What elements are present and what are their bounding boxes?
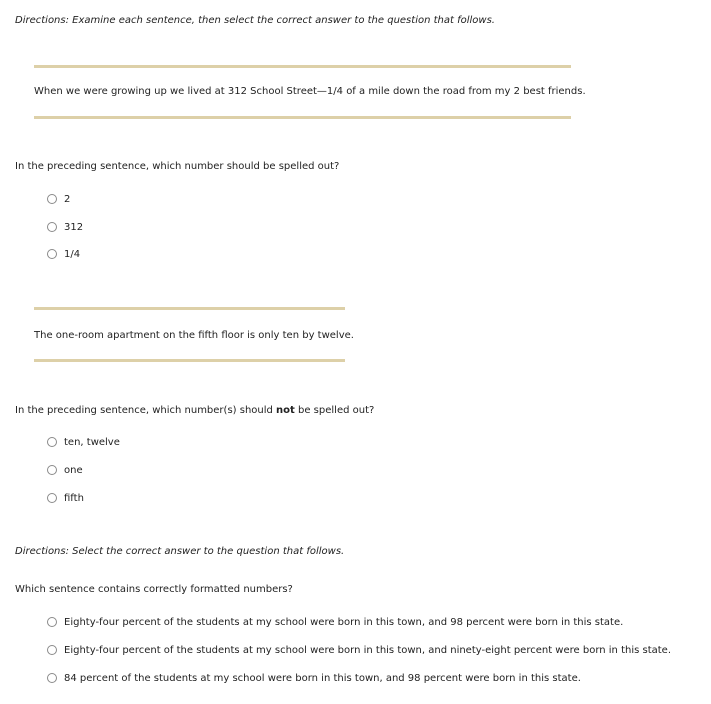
option-label[interactable]: one <box>64 465 83 476</box>
passage-2-sentence: The one-room apartment on the fifth floor is only ten by twelve. <box>34 330 354 341</box>
question-1-text: In the preceding sentence, which number should be spelled out? <box>15 161 340 172</box>
passage-1-top-rule <box>34 65 571 68</box>
option-label[interactable]: 2 <box>64 194 71 205</box>
question-2-text-before: In the preceding sentence, which number(s) should <box>15 405 277 416</box>
option-label[interactable]: 312 <box>64 222 84 233</box>
option-label[interactable]: fifth <box>64 493 84 504</box>
passage-1-sentence: When we were growing up we lived at 312 School Street—1/4 of a mile down the road from my 2 best friends. <box>34 86 586 97</box>
radio-button[interactable] <box>47 673 57 683</box>
option-label[interactable]: 84 percent of the students at my school were born in this town, and 98 percent were born in this state. <box>64 673 581 684</box>
radio-button[interactable] <box>47 645 57 655</box>
question-2-text-after: be spelled out? <box>294 405 375 416</box>
passage-1-bottom-rule <box>34 116 571 119</box>
option-label[interactable]: Eighty-four percent of the students at my school were born in this town, and 98 percent were born in this state. <box>64 617 624 628</box>
question-3-text: Which sentence contains correctly formatted numbers? <box>15 584 293 595</box>
directions-text-2: Directions: Select the correct answer to the question that follows. <box>15 546 345 557</box>
directions-text-1: Directions: Examine each sentence, then select the correct answer to the question that follows. <box>15 15 495 26</box>
option-label[interactable]: Eighty-four percent of the students at my school were born in this town, and ninety-eight percent were born in this state. <box>64 645 672 656</box>
question-2-text-emphasis: not <box>276 405 295 416</box>
radio-button[interactable] <box>47 617 57 627</box>
radio-button[interactable] <box>47 493 57 503</box>
radio-button[interactable] <box>47 465 57 475</box>
passage-2-bottom-rule <box>34 359 345 362</box>
option-label[interactable]: 1/4 <box>64 249 81 260</box>
passage-2-top-rule <box>34 307 345 310</box>
radio-button[interactable] <box>47 222 57 232</box>
radio-button[interactable] <box>47 194 57 204</box>
question-2-text <box>15 405 374 416</box>
radio-button[interactable] <box>47 437 57 447</box>
radio-button[interactable] <box>47 249 57 259</box>
option-label[interactable]: ten, twelve <box>64 437 120 448</box>
